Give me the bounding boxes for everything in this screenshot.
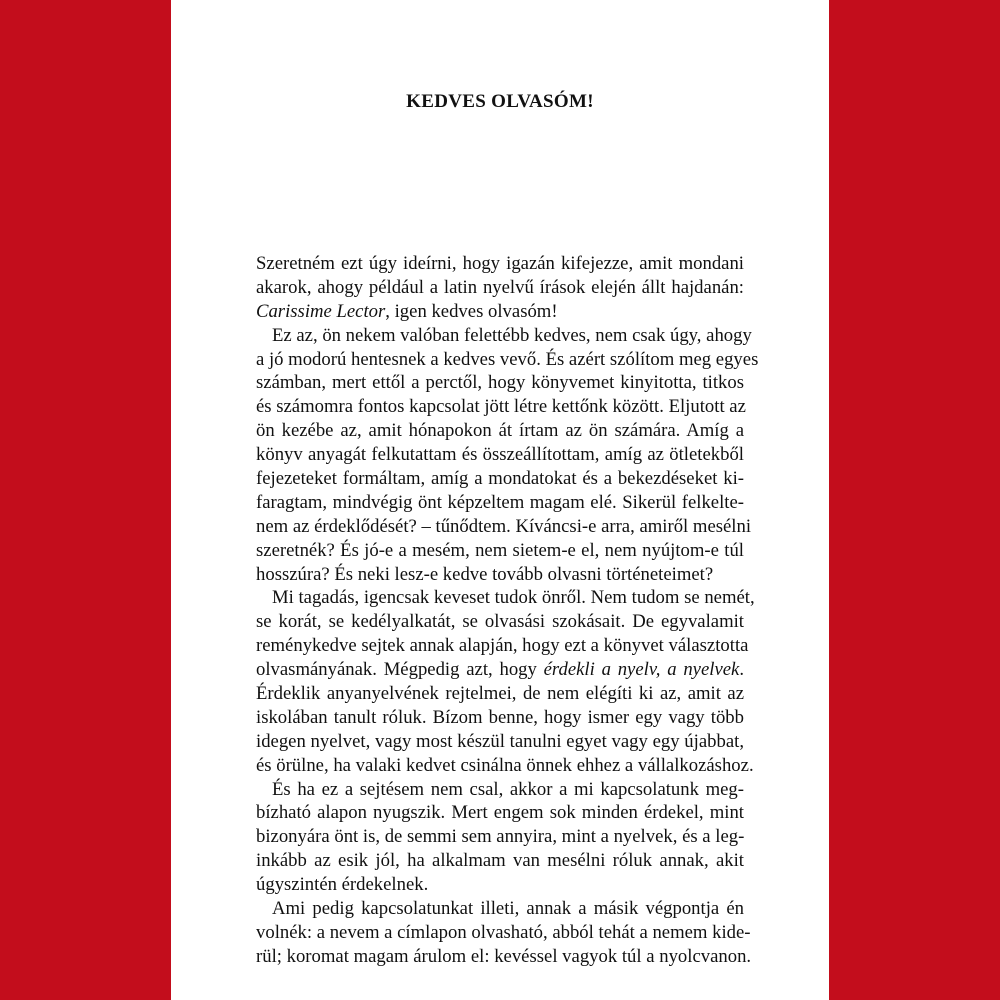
italic-text: érdekli a nyelv, a nyelvek: [543, 659, 740, 681]
text-segment: volnék: a nevem a címlapon olvasható, abból tehát a nemem kide-: [256, 921, 751, 943]
text-line: [256, 443, 744, 467]
text-segment: faragtam, mindvégig önt képzeltem magam elé. Sikerül felkelte-: [256, 491, 744, 513]
text-line: [256, 395, 744, 419]
text-segment: idegen nyelvet, vagy most készül tanulni egyet vagy egy újabbat,: [256, 730, 744, 752]
text-segment: reménykedve sejtek annak alapján, hogy ezt a könyvet választotta: [256, 635, 749, 657]
text-segment: számban, mert ettől a perctől, hogy könyvemet kinyitotta, titkos: [256, 372, 744, 394]
text-segment: bízható alapon nyugszik. Mert engem sok minden érdekel, mint: [256, 802, 744, 824]
text-segment: a jó modorú hentesnek a kedves vevő. És azért szólítom meg egyes: [256, 348, 759, 370]
text-line: [256, 300, 744, 324]
book-page: [171, 0, 829, 1000]
text-line: [256, 539, 744, 563]
text-line: [256, 945, 752, 969]
text-line: [256, 348, 759, 372]
text-line: [256, 515, 752, 539]
text-segment: Szeretném ezt úgy ideírni, hogy igazán kifejezze, amit mondani: [256, 253, 744, 274]
text-segment: nem az érdeklődését? – tűnődtem. Kíváncsi-e arra, amiről mesélni: [256, 515, 752, 537]
text-segment: hosszúra? És neki lesz-e kedve tovább olvasni történeteimet?: [256, 563, 714, 585]
text-segment: iskolában tanult róluk. Bízom benne, hogy ismer egy vagy több: [256, 706, 744, 728]
text-line: [256, 252, 744, 276]
text-line: [256, 324, 752, 348]
text-segment: és számomra fontos kapcsolat jött létre kettőnk között. Eljutott az: [256, 396, 746, 418]
text-line: [256, 586, 755, 610]
text-line: [256, 419, 744, 443]
text-segment: inkább az esik jól, ha alkalmam van mesélni róluk annak, akit: [256, 850, 744, 872]
text-line: [256, 276, 744, 300]
text-segment: és örülne, ha valaki kedvet csinálna önnek ehhez a vállalkozáshoz.: [256, 754, 754, 776]
text-line: [256, 730, 744, 754]
text-segment: Érdeklik anyanyelvének rejtelmei, de nem elégíti ki az, amit az: [256, 683, 744, 705]
text-segment: könyv anyagát felkutattam és összeállítottam, amíg az ötletekből: [256, 444, 744, 466]
text-line: [256, 897, 744, 921]
text-segment: Ez az, ön nekem valóban felettébb kedves, nem csak úgy, ahogy: [272, 324, 752, 346]
text-line: [256, 658, 744, 682]
text-line: [256, 825, 744, 849]
text-segment: , igen kedves olvasóm!: [385, 300, 558, 322]
text-line: [256, 706, 744, 730]
text-line: [256, 682, 744, 706]
text-segment: .: [739, 659, 744, 681]
text-line: [256, 921, 751, 945]
page-title: KEDVES OLVASÓM!: [406, 91, 594, 112]
text-segment: ön kezébe az, amit hónapokon át írtam az ön számára. Amíg a: [256, 420, 744, 442]
text-segment: fejezeteket formáltam, amíg a mondatokat és a bekezdéseket ki-: [256, 468, 744, 490]
text-segment: rül; koromat magam árulom el: kevéssel vagyok túl a nyolcvanon.: [256, 945, 752, 967]
text-segment: se korát, se kedélyalkatát, se olvasási szokásait. De egyvalamit: [256, 611, 744, 633]
text-segment: bizonyára önt is, de semmi sem annyira, mint a nyelvek, és a leg-: [256, 826, 745, 848]
text-line: [256, 849, 744, 873]
text-line: [256, 754, 754, 778]
text-segment: És ha ez a sejtésem nem csal, akkor a mi kapcsolatunk meg-: [272, 778, 744, 800]
text-line: [256, 467, 744, 491]
text-line: [256, 610, 744, 634]
text-segment: úgyszintén érdekelnek.: [256, 874, 429, 896]
text-line: [256, 778, 744, 802]
text-segment: Ami pedig kapcsolatunkat illeti, annak a másik végpontja én: [272, 898, 744, 920]
italic-text: Carissime Lector: [256, 300, 386, 322]
text-line: [256, 634, 749, 658]
body-text: [256, 252, 759, 969]
text-line: [256, 371, 744, 395]
text-segment: akarok, ahogy például a latin nyelvű írások elején állt hajdanán:: [256, 276, 744, 298]
text-segment: szeretnék? És jó-e a mesém, nem sietem-e el, nem nyújtom-e túl: [256, 539, 744, 561]
text-line: [256, 873, 744, 897]
text-line: [256, 801, 744, 825]
text-line: [256, 563, 744, 587]
text-segment: Mi tagadás, igencsak keveset tudok önről. Nem tudom se nemét,: [272, 587, 755, 609]
text-segment: olvasmányának. Mégpedig azt, hogy: [256, 659, 544, 681]
text-line: [256, 491, 744, 515]
